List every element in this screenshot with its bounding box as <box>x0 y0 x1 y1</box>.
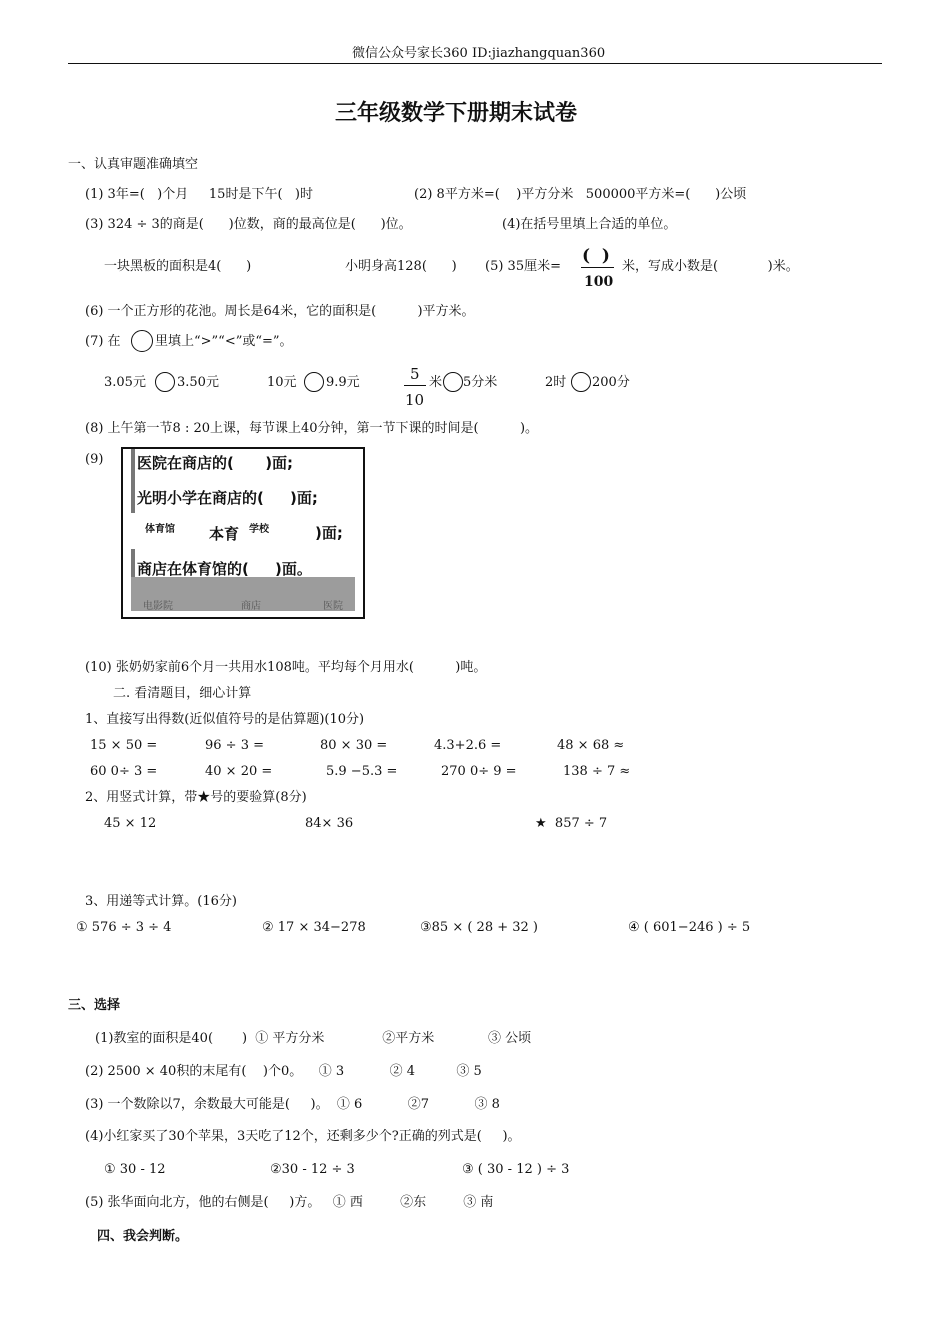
section4-heading: 四、我会判断。 <box>97 1229 189 1244</box>
section2-part3: 3、用递等式计算。(16分) <box>85 894 237 909</box>
q9-line-1: 医院在商店的( )面; <box>137 454 294 472</box>
map-label-school: 学校 <box>249 524 269 535</box>
choice-q4-opt1: ① 30 - 12 <box>104 1162 166 1177</box>
step-calc-2: ② 17 × 34−278 <box>262 920 366 935</box>
q5-prefix: (5) 35厘米= <box>485 259 561 274</box>
q5-suffix: 米，写成小数是( )米。 <box>622 259 799 274</box>
step-calc-3: ③85 × ( 28 + 32 ) <box>420 920 539 935</box>
choice-q4: (4)小红家买了30个苹果，3天吃了12个，还剩多少个?正确的列式是( )。 <box>85 1129 521 1144</box>
map-left-bar-lower <box>131 549 135 579</box>
q9-line-3a: 本育 <box>209 525 240 543</box>
section3-heading: 三、选择 <box>68 998 121 1013</box>
q7a-compare-circle[interactable] <box>155 372 175 392</box>
map-bottom-band <box>131 577 355 611</box>
calc-r2-c1: 60 0÷ 3 = <box>90 764 158 779</box>
q6-text: (6) 一个正方形的花池。周长是64米，它的面积是( )平方米。 <box>85 304 475 319</box>
map-label-shop: 商店 <box>241 601 261 612</box>
section2-part2: 2、用竖式计算，带★号的要验算(8分) <box>85 790 307 805</box>
compare-circle-icon <box>131 330 153 352</box>
q7c-compare-circle[interactable] <box>443 372 463 392</box>
map-label-gym: 体育馆 <box>145 524 175 535</box>
q5-denominator: 100 <box>584 274 614 290</box>
map-label-hospital: 医院 <box>323 601 343 612</box>
q9-line-4: 商店在体育馆的( )面。 <box>137 560 312 578</box>
q4b-text: 小明身高128( ) <box>345 259 457 274</box>
q1-text: (1) 3年=( )个月 15时是下午( )时 <box>85 187 313 202</box>
calc-r2-c3: 5.9 −5.3 = <box>326 764 398 779</box>
calc-r1-c5: 48 × 68 ≈ <box>557 738 625 753</box>
q7c-right: 5分米 <box>463 375 498 390</box>
q8-text: (8) 上午第一节8 : 20上课，每节课上40分钟，第一节下课的时间是( )。 <box>85 421 539 436</box>
q7d-right: 200分 <box>592 375 630 390</box>
q9-map-figure <box>121 447 365 619</box>
section2-part1: 1、直接写出得数(近似值符号的是估算题)(10分) <box>85 712 365 727</box>
q7c-fraction-bar <box>404 385 426 386</box>
q2-text: (2) 8平方米=( )平方分米 500000平方米=( )公顷 <box>414 187 747 202</box>
q9-line-2: 光明小学在商店的( )面; <box>137 489 318 507</box>
choice-q4-opt3: ③ ( 30 - 12 ) ÷ 3 <box>462 1162 570 1177</box>
section1-heading: 一、认真审题准确填空 <box>68 157 199 172</box>
q5-numerator: ( ) <box>582 246 610 266</box>
q7c-mid: 米 <box>429 375 443 390</box>
page-title: 三年级数学下册期末试卷 <box>335 100 578 126</box>
q4-text: (4)在括号里填上合适的单位。 <box>502 217 677 232</box>
calc-r1-c2: 96 ÷ 3 = <box>205 738 264 753</box>
q7-prefix: (7) 在 <box>85 334 121 349</box>
calc-r1-c4: 4.3+2.6 = <box>434 738 502 753</box>
choice-q5: (5) 张华面向北方，他的右侧是( )方。 ① 西 ②东 ③ 南 <box>85 1195 494 1210</box>
section2-heading: 二. 看清题目，细心计算 <box>113 686 252 701</box>
map-label-cinema: 电影院 <box>143 601 173 612</box>
calc-r2-c4: 270 0÷ 9 = <box>441 764 517 779</box>
calc-r2-c2: 40 × 20 = <box>205 764 273 779</box>
q10-text: (10) 张奶奶家前6个月一共用水108吨。平均每个月用水( )吨。 <box>85 660 487 675</box>
q7b-compare-circle[interactable] <box>304 372 324 392</box>
q7d-left: 2时 <box>545 375 567 390</box>
map-left-bar <box>131 449 135 513</box>
choice-q1: (1)教室的面积是40( ) ① 平方分米 ②平方米 ③ 公顷 <box>95 1031 532 1046</box>
calc-r1-c3: 80 × 30 = <box>320 738 388 753</box>
q7d-compare-circle[interactable] <box>571 372 591 392</box>
q3-text: (3) 324 ÷ 3的商是( )位数，商的最高位是( )位。 <box>85 217 412 232</box>
vertical-calc-1: 45 × 12 <box>104 816 157 831</box>
q7a-right: 3.50元 <box>177 375 219 390</box>
calc-r2-c5: 138 ÷ 7 ≈ <box>563 764 631 779</box>
page-header-source: 微信公众号家长360 ID:jiazhangquan360 <box>352 46 606 61</box>
q7b-right: 9.9元 <box>326 375 360 390</box>
choice-q4-opt2: ②30 - 12 ÷ 3 <box>270 1162 355 1177</box>
vertical-calc-3: ★ 857 ÷ 7 <box>535 816 608 831</box>
q9-line-3b: )面; <box>315 524 343 542</box>
q7c-numerator: 5 <box>410 365 420 383</box>
vertical-calc-2: 84× 36 <box>305 816 354 831</box>
calc-r1-c1: 15 × 50 = <box>90 738 158 753</box>
q7b-left: 10元 <box>267 375 297 390</box>
choice-q2: (2) 2500 × 40积的末尾有( )个0。 ① 3 ② 4 ③ 5 <box>85 1064 482 1079</box>
q7c-denominator: 10 <box>405 391 425 409</box>
choice-q3: (3) 一个数除以7，余数最大可能是( )。 ① 6 ②7 ③ 8 <box>85 1097 500 1112</box>
q5-fraction-bar <box>581 267 614 268</box>
q4a-text: 一块黑板的面积是4( ) <box>104 259 252 274</box>
q7a-left: 3.05元 <box>104 375 146 390</box>
header-rule <box>68 63 882 64</box>
q7-suffix: 里填上“>”“<”或“=”。 <box>155 334 293 349</box>
step-calc-4: ④ ( 601−246 ) ÷ 5 <box>628 920 751 935</box>
step-calc-1: ① 576 ÷ 3 ÷ 4 <box>76 920 172 935</box>
q9-label: (9) <box>85 452 104 467</box>
